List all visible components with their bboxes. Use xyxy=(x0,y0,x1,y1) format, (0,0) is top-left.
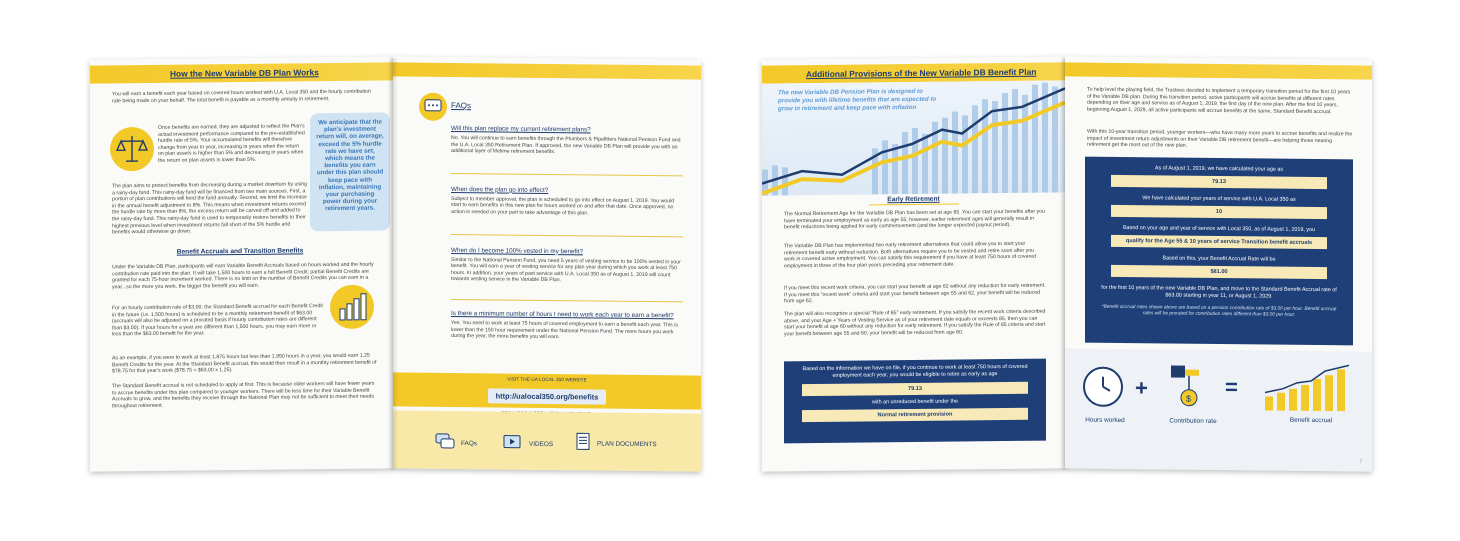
resources-bar xyxy=(393,410,701,471)
faq-item xyxy=(451,186,683,218)
qualify-label: Based on your age and year of service with Local 350, as of August 1, 2019, you xyxy=(1122,224,1316,234)
page-title: Additional Provisions of the New Variable DB Benefit Plan xyxy=(806,66,1037,80)
page-number: 7 xyxy=(1359,458,1362,464)
plan-documents-label: PLAN DOCUMENTS xyxy=(597,440,657,449)
equals-icon: = xyxy=(1225,374,1238,400)
standard-accrual-text: The Standard Benefit accrual is not scheduled to apply at first. This is because older workers will have fewer years to accrue benefits under this plan compared to younger workers. There will be less time for their Variable Benefit Accruals to grow, and the benefits they receive through the National Plan may not be sufficient to meet their needs throughout retirement. xyxy=(112,380,375,410)
faq-answer: Yes. You need to work at least 75 hours of covered employment to earn a benefit each year. This is lower than the 150 hour requirement under the National Pension Fund. The more hours you work during the year, the more benefits you will earn. xyxy=(451,319,678,341)
early-retirement-p3: If you meet this recent work criteria, you can start your benefit at age 62 without any reduction for early retirement. If you meet this "recent work" criteria and start your benefit between age 55 and 62, your benefit will be reduced from age 62. xyxy=(784,282,1046,305)
accruals-text: Under the Variable DB Plan, participants will earn Variable Benefit Accruals based on hours worked and the hourly contribution rate paid into the plan. It will take 1,500 hours to earn a full Benefit Credit; partial Benefit Credits are granted for each 75-hour increment worked. There is no limit on the number of Benefit Credits you can earn in a year...so the more you work, the bigger the benefit you will earn. xyxy=(112,261,374,291)
hand-coin-icon xyxy=(1165,361,1209,409)
faq-item xyxy=(451,247,683,286)
service-label: We have calculated your years of service with U.A. Local 350 as xyxy=(1142,195,1296,203)
page-how-it-works xyxy=(90,56,393,471)
transition-text: To help level the playing field, the Trustees decided to implement a temporary transition period for the first 10 years of the Variable DB plan. During this transition period, active participants will accrue benefits at different rates depending on their age and service as of August 1, 2019, the first day of the new plan. After the first 10 years, beginning August 1, 2029, all active participants will accrue benefits at the same, Standard Benefit accrual. xyxy=(1087,86,1351,115)
personal-benefit-box xyxy=(1085,157,1353,346)
service-value: 10 xyxy=(1111,205,1327,219)
unreduced-text: with an unreduced benefit under the xyxy=(871,398,958,406)
page-additional-provisions xyxy=(762,56,1065,471)
inflation-callout: We anticipate that the plan's investment return will, on average, exceed the 5% hurdle rate we have set, which means the benefits you earn under this plan should keep pace with inflation, maintaining your purchasing power during your retirement years. xyxy=(310,112,390,231)
benefit-accrual-label: Benefit accrual xyxy=(1289,416,1333,425)
early-retirement-p4: The plan will also recognize a special "Rule of 85" early retirement. If you satisfy the recent work criteria described above, and your Age + Years of Vesting Service as of your retirement date equals or exceeds 85, then you can start your benefit at age 60 without any reduction for early retirement. If you satisfy the Rule of 85 criteria and start your benefit between age 55 and 60, your benefit will be reduced from age 60. xyxy=(784,308,1046,338)
hero-text: The new Variable DB Pension Plan is designed to provide you with lifetime benefits that are expected to grow in retirement and keep pace with inflation xyxy=(778,87,937,113)
faq-question: When does the plan go into effect? xyxy=(451,185,549,194)
faq-answer: Similar to the National Pension Fund, you need 5 years of vesting service to be 100% vested in your benefit. You will earn a year of vesting service for any plan year during which you work at least 750 hours. In addition, your years of past service with U.A. Local 350 as of August 1, 2019 will count towards vesting service in the Variable DB Plan. xyxy=(451,256,681,284)
videos-link-label: VIDEOS xyxy=(529,440,554,449)
document-icon xyxy=(575,432,591,455)
rate-label: Based on this, your Benefit Accrual Rate will be xyxy=(1162,255,1276,263)
clock-icon xyxy=(1083,367,1123,407)
faqs-title: FAQs xyxy=(451,100,472,111)
videos-link[interactable] xyxy=(503,434,553,456)
younger-workers-text: With this 10-year transition period, younger workers—who have many more years to accrue benefits and realize the impact of investment return adjustments on their Variable DB retirement benefit—are helping those nearing retirement get the most out of the new plan. xyxy=(1087,128,1353,149)
qualify-value: qualify for the Age 55 & 10 years of service Transition benefit accruals xyxy=(1111,235,1327,249)
spine-shadow xyxy=(388,58,398,470)
after-text: for the first 10 years of the new Variable DB Plan, and move to the Standard Benefit Accrual rate of $63.00 starting in year 11, or August 1, 2029. xyxy=(1101,284,1337,300)
divider xyxy=(451,173,683,176)
top-bar xyxy=(1065,62,1372,79)
early-retirement-p2: The Variable DB Plan has implemented two early retirement alternatives that could allow you to start your retirement benefit early without reduction. Both alternatives require you to be vested and retire soon after you work in covered active employment. You can satisfy this requirement if you have at least 750 hours of covered employment in three of the four plan years preceding your retirement date. xyxy=(784,240,1037,270)
faq-list xyxy=(451,125,683,342)
faq-item xyxy=(451,310,683,342)
video-icon xyxy=(503,434,523,455)
svg-text:$: $ xyxy=(1186,393,1192,404)
age-label: As of August 1, 2019, we have calculated your age as xyxy=(1154,165,1284,173)
divider xyxy=(451,299,683,302)
divider xyxy=(451,234,683,237)
hurdle-text: Once benefits are earned, they are adjusted to reflect the Plan's actual investment performance compared to the pre-established hurdle rate of 5%. Your accumulated benefits will therefore change from year to year, increasing in years when the return on plan assets is higher than 5% and decreasing in years when the return on plan assets is lower than 5%. xyxy=(158,123,305,164)
page-title: How the New Variable DB Plan Works xyxy=(170,67,319,79)
faq-item xyxy=(451,125,683,157)
top-bar xyxy=(393,62,701,79)
page-transition-benefits xyxy=(1065,56,1372,471)
hours-worked-label: Hours worked xyxy=(1085,416,1125,425)
faq-question: Will this plan replace my current retirement plans? xyxy=(451,124,591,134)
scale-icon xyxy=(110,127,154,171)
retirement-age-value: 79.13 xyxy=(802,382,1028,396)
faq-icon xyxy=(435,433,455,454)
retirement-age-text: Based on the information we have on file, if you continue to work at least 750 hours of covered employment each year, you would be eligible to retire as early as age xyxy=(802,363,1028,379)
rate-value: $81.00 xyxy=(1111,265,1327,279)
faqs-link[interactable] xyxy=(435,433,477,454)
hero-graphic xyxy=(762,80,1065,195)
contribution-text: For an hourly contribution rate of $3.00, the Standard Benefit accrual for each Benefit Credit in the future (i.e. 1,500 hours) is scheduled to be a monthly retirement benefit of $63.00 (accruals will also be adjusted on a prorated basis if hourly contribution rates are different than $3.00). If your hours for a year are different than 1,500 hours, you may earn more or less than the $63.00 benefit for the year. xyxy=(112,303,323,338)
chat-bubble-icon xyxy=(419,93,447,121)
age-value: 79.13 xyxy=(1111,175,1327,189)
example-text: As an example, if you were to work at least 1,875 hours but less than 1,950 hours in a year, you would earn 1.25 Benefit Credits for the year. At the Standard Benefit accrual, this would then result in a monthly retirement benefit of $78.75 for that year's work ($78.75 = $63.00 x 1.25). xyxy=(112,352,377,375)
section-heading-accruals: Benefit Accruals and Transition Benefits xyxy=(176,247,304,256)
normal-retirement-value: Normal retirement provision xyxy=(802,408,1028,422)
website-banner xyxy=(393,372,701,409)
plan-documents-link[interactable] xyxy=(575,432,657,456)
plus-icon: + xyxy=(1135,375,1148,401)
rainy-day-text: The plan aims to protect benefits from decreasing during a market downturn by using a rainy-day fund. This rainy-day fund will be financed from two main sources. First, a portion of plan contributions will feed the fund annually. Second, we limit the increase in the annual benefit adjustment to 8%. This means when investment returns exceed the hurdle rate by more than 8%, the excess return will be carved off and added to the rainy-day fund. This rainy-day fund is used to temporarily restore benefits to their highest previous level when investment returns fall short of the 5% hurdle and benefits would otherwise go down. xyxy=(112,181,307,236)
early-retirement-heading: Early Retirement xyxy=(887,195,940,204)
faq-question: When do I become 100% vested in my benefit? xyxy=(451,246,583,255)
website-link[interactable]: http://ualocal350.org/benefits xyxy=(488,388,607,404)
equation-panel xyxy=(1065,348,1372,471)
early-retirement-p1: The Normal Retirement Age for the Variable DB Plan has been set at age 65. You can start your benefits after you have terminated your employment as early as age 55; however, earlier retirement ages will generally result in benefit reductions being applied for early commencement (and the longer expected payout period). xyxy=(784,208,1045,231)
footnote: *Benefit accrual rates shown above are based on a pension contribution rate of $3.00 per hour. Benefit accrual rates will be prorated for contribution rates different than $3.00 per hour. xyxy=(1101,304,1337,318)
faq-question: Is there a minimum number of hours I need to work each year to earn a benefit? xyxy=(451,309,674,320)
page-faqs xyxy=(393,56,701,471)
retirement-age-box xyxy=(784,359,1046,444)
faqs-link-label: FAQs xyxy=(461,440,477,448)
growth-chart-icon xyxy=(1263,362,1355,411)
faq-answer: Subject to member approval, the plan is scheduled to go into effect on August 1, 2019. You would start to earn benefits in this new plan for hours worked on and after that date. Once approved, no action is needed on your part to take advantage of this plan. xyxy=(451,195,675,217)
faq-answer: No. You will continue to earn benefits through the Plumbers & Pipefitters National Pension Fund and the U.A. Local 350 Retirement Plan. If approved, the new Variable DB Plan will provide you with an additional layer of lifetime retirement benefits. xyxy=(451,134,681,156)
visit-text: VISIT THE UA LOCAL 350 WEBSITE xyxy=(507,377,587,384)
contribution-rate-label: Contribution rate xyxy=(1169,417,1217,425)
bar-chart-icon xyxy=(330,285,374,329)
intro-text: You will earn a benefit each year based on covered hours worked with U.A. Local 350 and the hourly contribution rate being made on your behalf. The total benefit is payable as a monthly annuity in retirement. xyxy=(112,88,371,104)
